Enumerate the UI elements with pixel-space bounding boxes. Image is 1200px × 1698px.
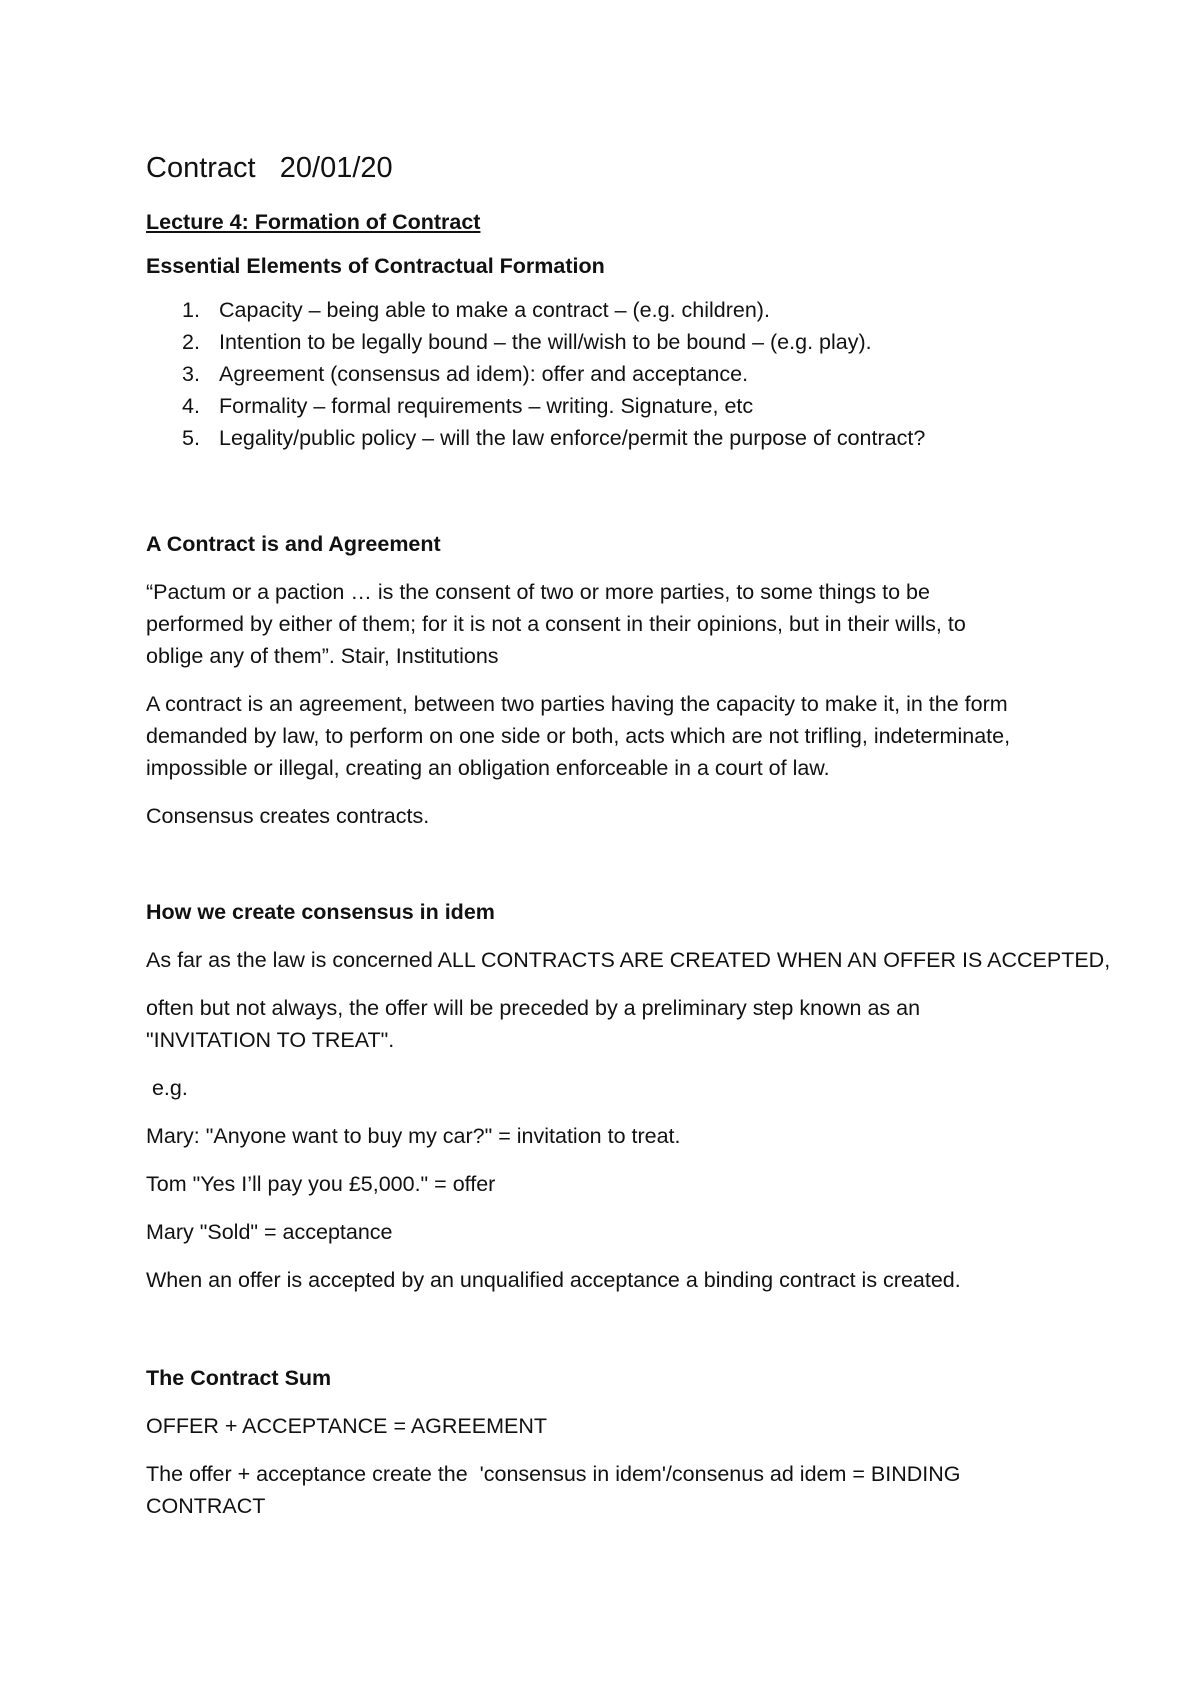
paragraph-line: "INVITATION TO TREAT". [146,1028,395,1052]
list-item-text: Formality – formal requirements – writing. Signature, etc [219,394,754,418]
example-line: Mary: "Anyone want to buy my car?" = invitation to treat. [146,1124,681,1148]
list-item [146,294,1086,326]
example-label: e.g. [146,1076,188,1100]
list-item-text: Capacity – being able to make a contract – (e.g. children). [219,298,770,322]
conclusion-line: When an offer is accepted by an unqualified acceptance a binding contract is created. [146,1268,961,1292]
paragraph-line: The offer + acceptance create the 'consensus in idem'/consenus ad idem = BINDING [146,1462,961,1486]
agreement-section [146,528,1086,832]
example-line: Mary "Sold" = acceptance [146,1220,393,1244]
list-number: 3. [182,362,200,386]
consensus-statement: Consensus creates contracts. [146,804,430,828]
list-item [146,326,1086,358]
document-title: Contract 20/01/20 [146,152,393,184]
list-item [146,422,1086,454]
lecture-heading: Lecture 4: Formation of Contract [146,210,481,234]
consensus-section [146,896,1111,1296]
list-item-text: Intention to be legally bound – the will/wish to be bound – (e.g. play). [219,330,872,354]
paragraph-line: CONTRACT [146,1494,266,1518]
section-heading: Essential Elements of Contractual Formation [146,254,605,278]
list-number: 5. [182,426,200,450]
quote-line: “Pactum or a paction … is the consent of two or more parties, to some things to be [146,580,930,604]
quote-line: oblige any of them”. Stair, Institutions [146,644,499,668]
section-heading: The Contract Sum [146,1366,332,1390]
list-item [146,358,1086,390]
example-line: Tom "Yes I’ll pay you £5,000." = offer [146,1172,496,1196]
paragraph-line: often but not always, the offer will be preceded by a preliminary step known as an [146,996,921,1020]
section-heading: A Contract is and Agreement [146,532,441,556]
essential-elements-section [146,250,1086,454]
list-number: 2. [182,330,200,354]
essential-elements-list [146,294,1086,454]
formula-line: OFFER + ACCEPTANCE = AGREEMENT [146,1414,548,1438]
list-item-text: Legality/public policy – will the law enforce/permit the purpose of contract? [219,426,926,450]
definition-line: demanded by law, to perform on one side or both, acts which are not trifling, indeterminate, [146,724,1011,748]
definition-line: A contract is an agreement, between two parties having the capacity to make it, in the form [146,692,1008,716]
section-heading: How we create consensus in idem [146,900,495,924]
definition-line: impossible or illegal, creating an obligation enforceable in a court of law. [146,756,830,780]
contract-definition [146,688,1086,784]
paragraph-line: As far as the law is concerned ALL CONTRACTS ARE CREATED WHEN AN OFFER IS ACCEPTED, [146,948,1111,972]
contract-sum-section [146,1362,1086,1522]
list-item-text: Agreement (consensus ad idem): offer and acceptance. [219,362,749,386]
quote-line: performed by either of them; for it is not a consent in their opinions, but in their wills, to [146,612,966,636]
list-number: 1. [182,298,200,322]
list-number: 4. [182,394,200,418]
list-item [146,390,1086,422]
stair-quote [146,576,1086,672]
